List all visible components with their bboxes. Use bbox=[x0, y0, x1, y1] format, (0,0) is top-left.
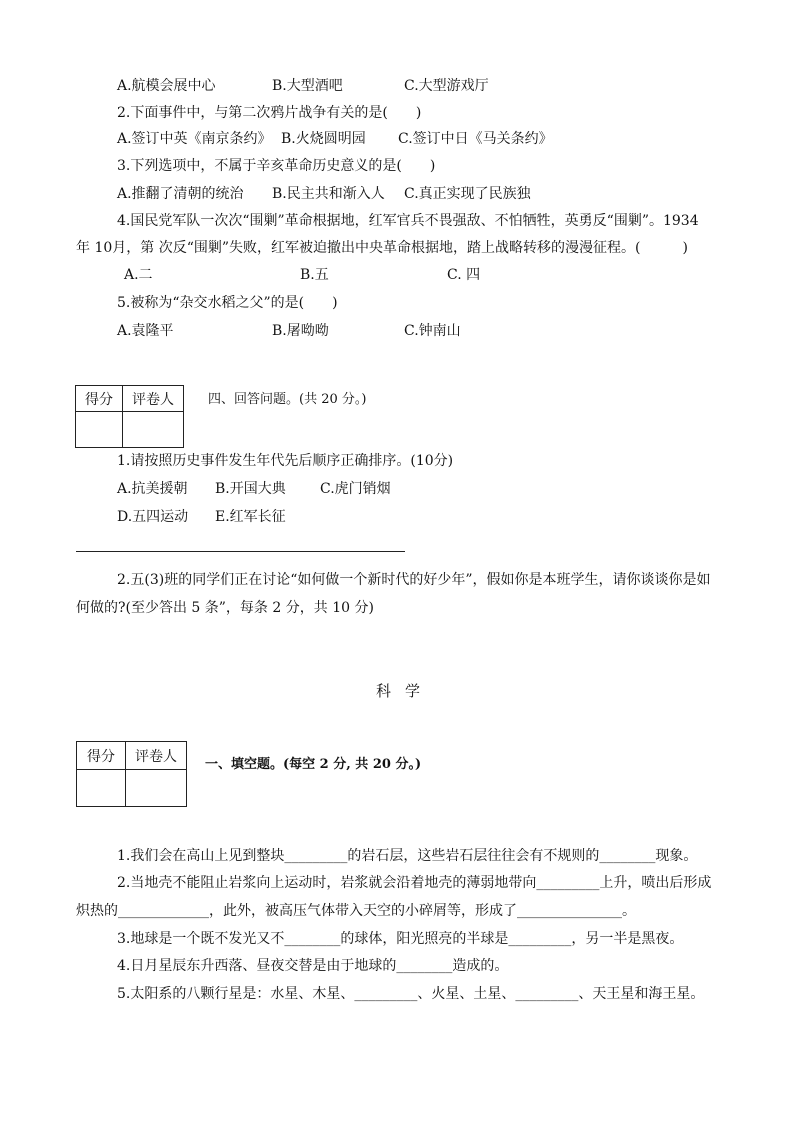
grader-header: 评卷人 bbox=[126, 742, 187, 770]
q5-option-a: A.袁隆平 bbox=[117, 323, 174, 339]
grader-header: 评卷人 bbox=[123, 386, 184, 412]
section-4-title: 四、回答问题。(共 20 分。) bbox=[208, 392, 367, 407]
science-question-5: 5.太阳系的八颗行星是：水星、木星、_________、火星、土星、_________、天王星和海王星。 bbox=[117, 986, 705, 1002]
score-cell[interactable] bbox=[76, 412, 123, 448]
score-header: 得分 bbox=[77, 742, 126, 770]
science-question-2-line2: 炽热的_____________，此外，被高压气体带入天空的小碎屑等，形成了_______________。 bbox=[76, 903, 636, 919]
s4-q1-option-c: C.虎门销烟 bbox=[320, 481, 391, 497]
science-question-3: 3.地球是一个既不发光又不________的球体，阳光照亮的半球是_________，另一半是黑夜。 bbox=[117, 931, 684, 947]
grader-cell[interactable] bbox=[126, 770, 187, 807]
question-4-stem-line1: 4.国民党军队一次次“围剿”革命根据地，红军官兵不畏强敌、不怕牺牲，英勇反“围剿”。1934 bbox=[117, 213, 699, 229]
science-question-1: 1.我们会在高山上见到整块_________的岩石层，这些岩石层往往会有不规则的________现象。 bbox=[117, 848, 698, 864]
q2-option-b: B.火烧圆明园 bbox=[281, 131, 366, 147]
q5-option-b: B.屠呦呦 bbox=[272, 323, 329, 339]
science-question-4: 4.日月星辰东升西落、昼夜交替是由于地球的________造成的。 bbox=[117, 958, 509, 974]
answer-line[interactable] bbox=[76, 551, 405, 552]
option-b: B.大型酒吧 bbox=[272, 78, 343, 94]
s4-q1-option-b: B.开国大典 bbox=[215, 481, 286, 497]
q4-option-b: B.五 bbox=[300, 267, 329, 283]
q2-option-a: A.签订中英《南京条约》 bbox=[117, 131, 272, 147]
question-4-stem-line2: 年 10月，第 次反“围剿”失败，红军被迫撤出中央革命根据地，踏上战略转移的漫漫征程。( ) bbox=[76, 240, 688, 256]
q3-option-a: A.推翻了清朝的统治 bbox=[117, 186, 244, 202]
score-cell[interactable] bbox=[77, 770, 126, 807]
question-2-stem: 2.下面事件中，与第二次鸦片战争有关的是( ) bbox=[117, 105, 422, 121]
s4-q1-option-d: D.五四运动 bbox=[117, 509, 189, 525]
science-question-2-line1: 2.当地壳不能阻止岩浆向上运动时，岩浆就会沿着地壳的薄弱地带向_________上升，喷出后形成 bbox=[117, 875, 712, 891]
s4-q1-option-e: E.红军长征 bbox=[215, 509, 286, 525]
subject-title: 科学 bbox=[376, 682, 435, 700]
grader-cell[interactable] bbox=[123, 412, 184, 448]
question-5-stem: 5.被称为“杂交水稻之父”的是( ) bbox=[117, 295, 338, 311]
option-c: C.大型游戏厅 bbox=[404, 78, 489, 94]
q2-option-c: C.签订中日《马关条约》 bbox=[398, 131, 553, 147]
s4-question-1-stem: 1.请按照历史事件发生年代先后顺序正确排序。(10分) bbox=[117, 453, 454, 469]
question-3-stem: 3.下列选项中，不属于辛亥革命历史意义的是( ) bbox=[117, 158, 436, 174]
s4-q1-option-a: A.抗美援朝 bbox=[117, 481, 188, 497]
q3-option-b: B.民主共和渐入人 bbox=[272, 186, 385, 202]
s4-question-2-line2: 何做的?(至少答出 5 条”，每条 2 分，共 10 分) bbox=[76, 600, 374, 616]
q5-option-c: C.钟南山 bbox=[404, 323, 461, 339]
score-box bbox=[75, 385, 184, 448]
q4-option-a: A.二 bbox=[124, 267, 153, 283]
option-a: A.航模会展中心 bbox=[117, 78, 216, 94]
score-header: 得分 bbox=[76, 386, 123, 412]
q3-option-c: C.真正实现了民族独 bbox=[404, 186, 531, 202]
s4-question-2-line1: 2.五(3)班的同学们正在讨论“如何做一个新时代的好少年”，假如你是本班学生，请你谈谈你是如 bbox=[117, 572, 711, 588]
q4-option-c: C. 四 bbox=[447, 267, 481, 283]
score-box-science bbox=[76, 741, 187, 807]
science-section-1-title: 一、填空题。(每空 2 分, 共 20 分。) bbox=[205, 757, 422, 772]
